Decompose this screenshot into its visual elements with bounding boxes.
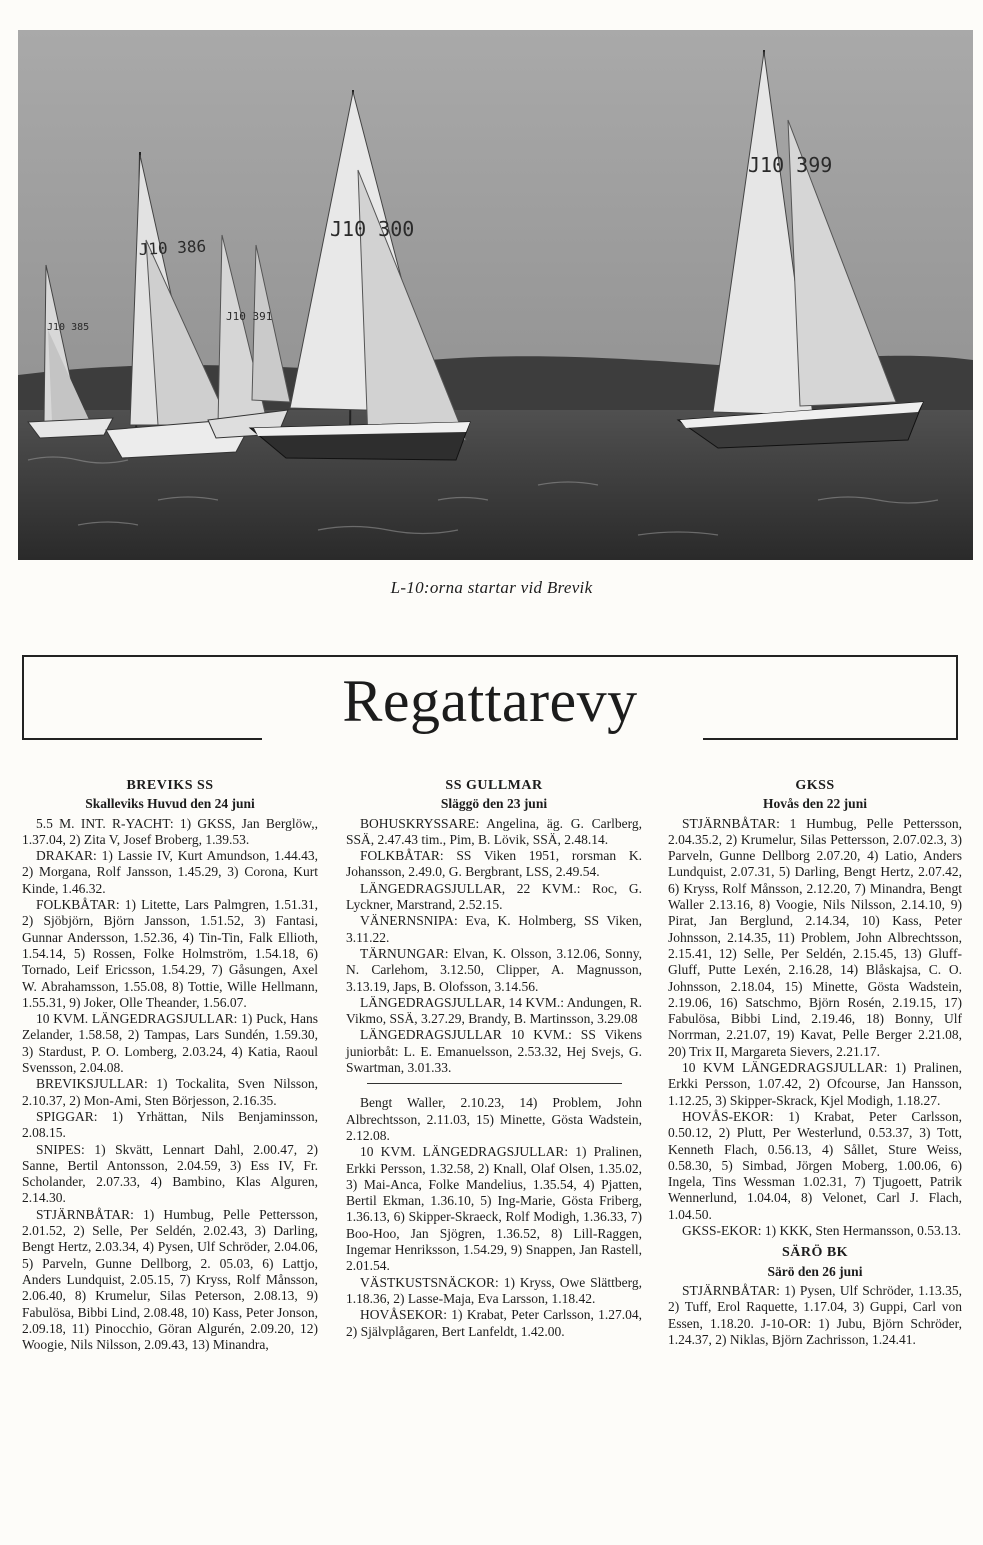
sail-number-399: J10 399 <box>748 153 833 177</box>
result-list-saro <box>668 1283 962 1348</box>
section-divider <box>367 1083 622 1084</box>
result-paragraph: FOLKBÅTAR: 1) Litette, Lars Palmgren, 1.51.31, 2) Sjöbjörn, Björn Jansson, 1.51.52, 3) Fantasi, Gunnar Andersson, 1.52.36, 4) Tin-Tin, Falk Ellioth, 1.54.14, 5) Rossen, Folke Holmström, 1.54.18, 6) Tornado, Leif Ericsson, 1.54.29, 7) Gåsungen, Axel W. Abrahamsson, 1.55.08, 8) Tottie, Wille Hellmann, 1.55.31, 9) Joker, Olle Theander, 1.56.07. <box>22 897 318 1010</box>
result-paragraph: 5.5 M. INT. R-YACHT: 1) GKSS, Jan Berglöw,, 1.37.04, 2) Zita V, Josef Broberg, 1.39.53. <box>22 815 318 847</box>
club-heading: SS GULLMAR <box>445 778 543 793</box>
result-paragraph: STJÄRNBÅTAR: 1 Humbug, Pelle Pettersson, 2.04.35.2, 2) Krumelur, Silas Pettersson, 2.07.02.3, 3) Parveln, Gunne Dellborg 2.07.20, 4) Latio, Anders Lundquist, 2.07.31, 5) Darling, Bengt Hertz, 2.07.42, 6) Kryss, Rolf Månsson, 2.12.20, 7) Minandra, Bengt Waller 2.13.16, 8) Voogie, Nils Nilsson, 2.14.10, 9) Pirat, Jan Berglund, 2.14.34, 10) Kass, Peter Johnsson, 2.14.35, 11) Problem, John Albrechtsson, 2.15.41, 12) Selle, Per Seldén, 2.15.45, 13) Gluff-Gluff, Putte Lexén, 2.16.28, 14) Blåskajsa, C. O. Johnsson, 2.18.04, 15) Minette, Gösta Wadstein, 2.19.06, 16) Satschmo, Björn Rosén, 2.19.15, 17) Fabulösa, Bibbi Lind, 2.19.46, 18) Bonny, Ulf Norrman, 2.21.07, 19) Kavat, Pelle Berger 2.21.08, 20) Trix II, Margareta Sievers, 2.21.17. <box>668 815 962 1059</box>
result-paragraph: HOVÅS-EKOR: 1) Krabat, Peter Carlsson, 0.50.12, 2) Plutt, Per Westerlund, 0.53.37, 3) Tott, Kenneth Flach, 0.56.13, 4) Sållet, Sture Weiss, 0.58.30, 5) Simbad, Jörgen Moberg, 1.00.06, 6) Ingela, Tins Wessman 1.02.31, 7) Tjugoett, Patrik Wennerlund, 1.04.04, 8) Velonet, Carl J. Flach, 1.04.50. <box>668 1108 962 1222</box>
result-paragraph: LÄNGEDRAGSJULLAR, 14 KVM.: Andungen, R. Vikmo, SSÄ, 3.27.29, Brandy, B. Martinsson, 3.29.08 <box>346 994 643 1027</box>
sail-number-385: J10 385 <box>47 322 90 333</box>
result-list <box>346 816 642 1077</box>
result-paragraph: VÄNERNSNIPA: Eva, K. Holmberg, SS Viken, 3.11.22. <box>346 913 642 945</box>
result-paragraph: SNIPES: 1) Skvätt, Lennart Dahl, 2.00.47, 2) Sanne, Bertil Antonsson, 2.04.59, 3) Ess IV, Fr. Scholander, 2.07.33, 4) Bambino, Klas Alguren, 2.14.30. <box>22 1141 318 1206</box>
result-list-continued <box>346 1095 642 1339</box>
result-paragraph: LÄNGEDRAGSJULLAR, 22 KVM.: Roc, G. Lyckner, Marstrand, 2.52.15. <box>346 880 642 913</box>
event-heading: Släggö den 23 juni <box>440 796 548 812</box>
result-paragraph: LÄNGEDRAGSJULLAR 10 KVM.: SS Vikens juniorbåt: L. E. Emanuelsson, 2.53.32, Hej Svejs, G. Swartman, 3.01.33. <box>346 1027 642 1076</box>
headline-frame <box>22 655 958 740</box>
sail-number-300: J10 300 <box>330 217 415 241</box>
result-paragraph: TÄRNUNGAR: Elvan, K. Olsson, 3.12.06, Sonny, N. Carlehom, 3.12.50, Clipper, A. Magnusson, 3.13.19, Japs, B. Olofsson, 3.14.56. <box>346 945 642 994</box>
result-paragraph: SPIGGAR: 1) Yrhättan, Nils Benjaminsson, 2.08.15. <box>22 1108 318 1141</box>
sail-number-391: J10 391 <box>226 310 273 323</box>
column-gullmar <box>346 778 642 1340</box>
result-paragraph: DRAKAR: 1) Lassie IV, Kurt Amundson, 1.44.43, 2) Morgana, Rolf Jansson, 1.45.29, 3) Corona, Kurt Kinde, 1.46.32. <box>22 848 318 896</box>
photo-caption: L-10:orna startar vid Brevik <box>390 578 593 597</box>
result-paragraph: GKSS-EKOR: 1) KKK, Sten Hermansson, 0.53.13. <box>682 1223 961 1239</box>
result-paragraph: STJÄRNBÅTAR: 1) Pysen, Ulf Schröder, 1.13.35, 2) Tuff, Erol Raquette, 1.17.04, 3) Guppi, Carl von Essen, 1.18.20. J-10-OR: 1) Jubu, Björn Schröder, 1.24.37, 2) Niklas, Björn Zachrisson, 1.24.41. <box>668 1282 962 1347</box>
page-headline: Regattarevy <box>342 668 638 734</box>
club-heading: GKSS <box>795 778 835 793</box>
club-heading-saro: SÄRÖ BK <box>781 1245 849 1261</box>
result-paragraph: Bengt Waller, 2.10.23, 14) Problem, John Albrechtsson, 2.11.03, 15) Minette, Gösta Wadstein, 2.12.08. <box>346 1095 642 1143</box>
result-paragraph: STJÄRNBÅTAR: 1) Humbug, Pelle Pettersson, 2.01.52, 2) Selle, Per Seldén, 2.02.43, 3) Darling, Bengt Hertz, 2.03.34, 4) Pysen, Ulf Schröder, 2.04.06, 5) Parveln, Gunne Dellborg, 2. 05.03, 6) Lattjo, Anders Lundquist, 2.05.15, 7) Kryss, Rolf Månsson, 2.06.40, 8) Krumelur, Silas Peterson, 2.08.13, 9) Fabulösa, Bibbi Lind, 2.08.48, 10) Kass, Peter Jonson, 2.09.18, 11) Pinocchio, Göran Algurén, 2.09.20, 12) Woogie, Nils Nilsson, 2.09.43, 13) Minandra, <box>22 1206 318 1353</box>
result-paragraph: BREVIKSJULLAR: 1) Tockalita, Sven Nilsson, 2.10.37, 2) Mon-Ami, Sten Börjesson, 2.16.35. <box>22 1076 318 1108</box>
result-paragraph: 10 KVM. LÄNGEDRAGSJULLAR: 1) Puck, Hans Zelander, 1.58.58, 2) Tampas, Lars Sundén, 1.59.30, 3) Stardust, P. O. Lomberg, 2.03.24, 4) Katia, Raoul Svensson, 2.04.08. <box>22 1011 318 1076</box>
event-heading: Hovås den 22 juni <box>763 796 867 812</box>
sail-number-386: J10 386 <box>138 236 207 259</box>
event-heading-saro: Särö den 26 juni <box>767 1263 863 1279</box>
result-paragraph: FOLKBÅTAR: SS Viken 1951, rorsman K. Johansson, 2.49.0, G. Bergbrant, LSS, 2.49.54. <box>346 848 642 880</box>
event-heading: Skalleviks Huvud den 24 juni <box>85 796 255 812</box>
result-list <box>22 816 318 1354</box>
result-paragraph: 10 KVM. LÄNGEDRAGSJULLAR: 1) Pralinen, Erkki Persson, 1.32.58, 2) Knall, Olaf Olsen, 1.35.02, 3) Mai-Anca, Folke Mandelius, 1.35.54, 4) Pjatten, Bertil Ekman, 1.36.10, 5) Ing-Marie, Gösta Friberg, 1.36.13, 6) Skipper-Skraeck, Rolf Modigh, 1.36.33, 7) Boo-Hoo, Jan Sjögren, 1.36.52, 8) Lill-Raggen, Ingemar Henriksson, 1.54.29, 9) Snappen, Jan Rastell, 2.01.54. <box>346 1144 642 1274</box>
result-paragraph: HOVÅSEKOR: 1) Krabat, Peter Carlsson, 1.27.04, 2) Självplågaren, Bert Lanfeldt, 1.42.00. <box>346 1307 642 1339</box>
result-paragraph: BOHUSKRYSSARE: Angelina, äg. G. Carlberg, SSÄ, 2.47.43 tim., Pim, B. Lövik, SSÄ, 2.48.14. <box>346 815 642 847</box>
result-paragraph: VÄSTKUSTSNÄCKOR: 1) Kryss, Owe Slättberg, 1.18.36, 2) Lasse-Maja, Eva Larsson, 1.18.42. <box>346 1274 642 1306</box>
club-heading: BREVIKS SS <box>126 778 214 793</box>
regatta-photo <box>18 30 973 560</box>
result-list <box>668 816 962 1240</box>
column-breviks <box>22 778 318 1353</box>
result-paragraph: 10 KVM LÄNGEDRAGSJULLAR: 1) Pralinen, Erkki Persson, 1.07.42, 2) Ofcourse, Jan Hansson, 1.12.25, 3) Skipper-Skrack, Kjel Modigh, 1.18.27. <box>668 1060 962 1108</box>
column-gkss <box>668 778 962 1348</box>
